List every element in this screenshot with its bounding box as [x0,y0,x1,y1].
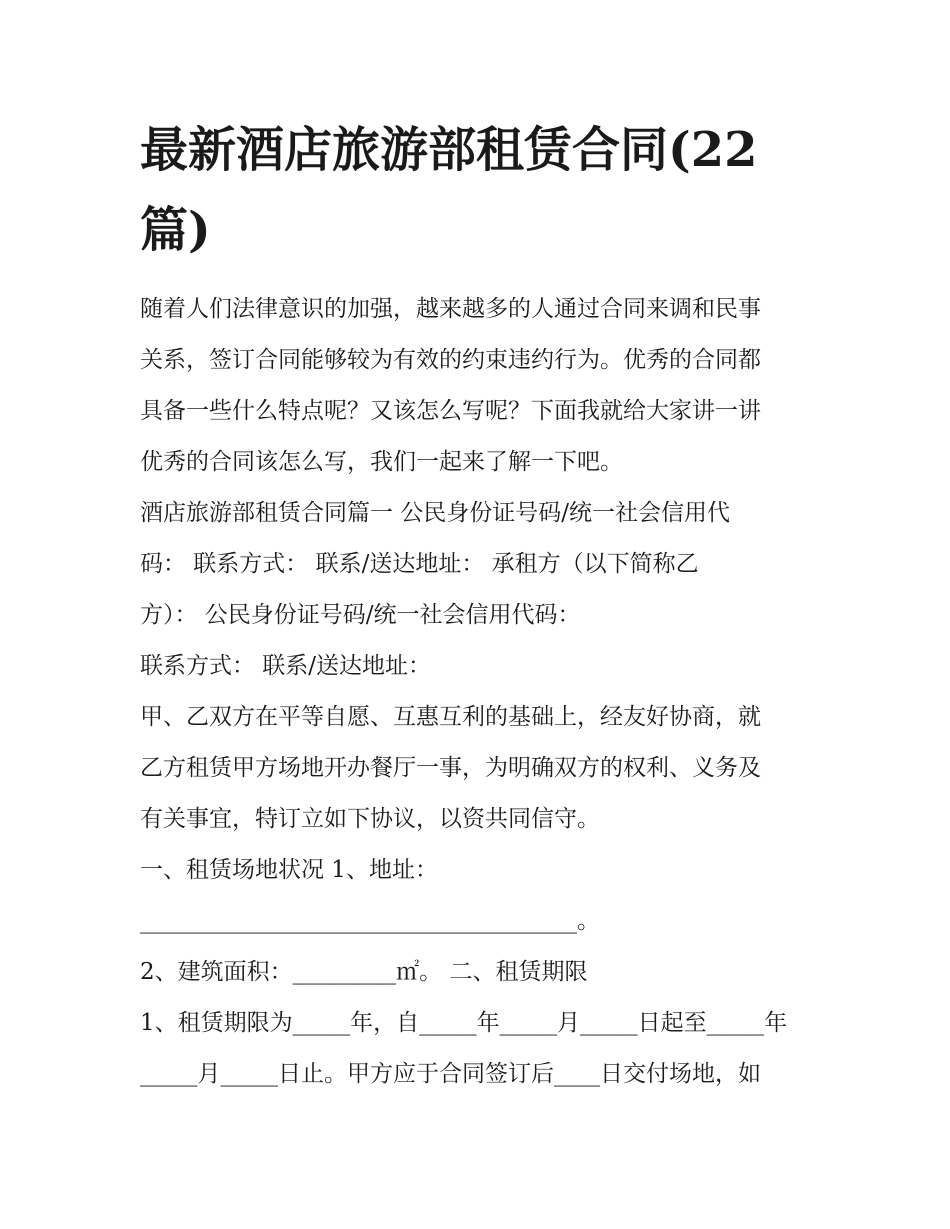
body-line: 具备一些什么特点呢？又该怎么写呢？下面我就给大家讲一讲 [140,398,761,424]
body-line: 有关事宜，特订立如下协议，以资共同信守。 [140,806,600,832]
body-line: 关系，签订合同能够较为有效的约束违约行为。优秀的合同都 [140,347,761,373]
body-line: 方）： 公民身份证号码/统一社会信用代码： [140,602,581,628]
body-line: 甲、乙双方在平等自愿、互惠互利的基础上，经友好协商，就 [140,704,761,730]
body-line: 1、租赁期限为_____年，自_____年_____月_____日起至_____年 [140,1010,788,1036]
body-line: 乙方租赁甲方场地开办餐厅一事，为明确双方的权利、义务及 [140,755,761,781]
body-line: 一、租赁场地状况 1、地址： [140,857,438,883]
body-line: 酒店旅游部租赁合同篇一 公民身份证号码/统一社会信用代 [140,500,731,526]
body-line: 码： 联系方式： 联系/送达地址： 承租方（以下简称乙 [140,551,699,577]
body-line: 随着人们法律意识的加强，越来越多的人通过合同来调和民事 [140,296,761,322]
document-title: 最新酒店旅游部租赁合同(22篇) [140,122,758,258]
body-line: ______________________________________。 [140,908,600,934]
body-line: 2、建筑面积：_________㎡。 二、租赁期限 [140,959,588,985]
document-page [140,110,820,1100]
body-line: 联系方式： 联系/送达地址： [140,653,432,679]
document-body [140,284,820,1100]
body-line: _____月_____日止。甲方应于合同签订后____日交付场地，如 [140,1061,761,1087]
body-line: 优秀的合同该怎么写，我们一起来了解一下吧。 [140,449,623,475]
